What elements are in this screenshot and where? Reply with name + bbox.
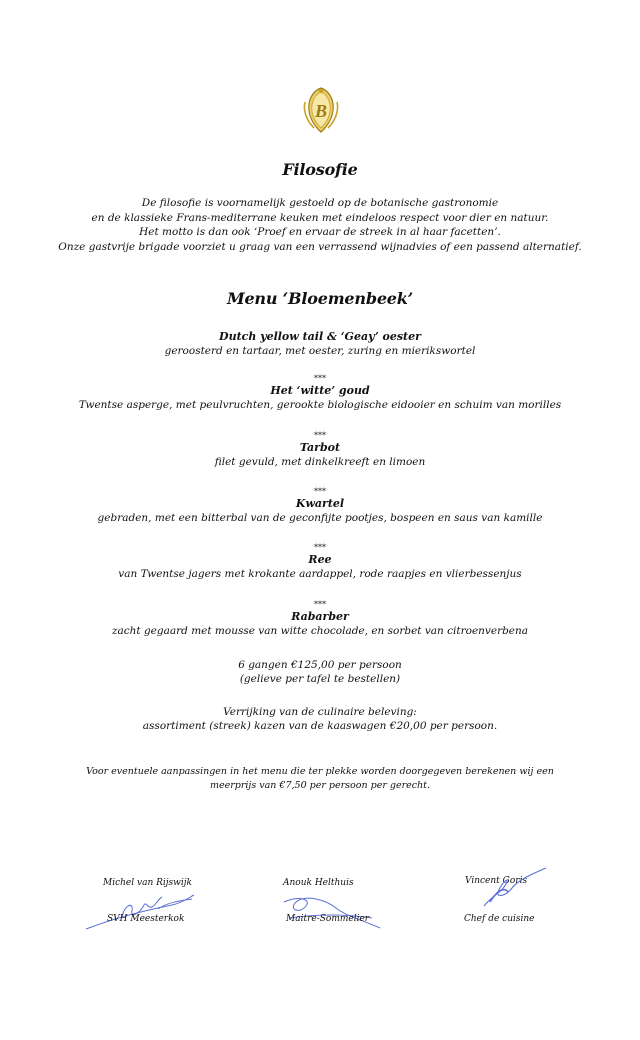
course [0, 431, 640, 469]
signature-role: Maitre-Sommelier [286, 914, 370, 924]
menu-title: Menu ‘Bloemenbeek’ [226, 289, 414, 308]
footnote-line: Voor eventuele aanpassingen in het menu die ter plekke worden doorgegeven berekenen wij een [86, 766, 554, 777]
philosophy-line: De filosofie is voornamelijk gestoeld op de botanische gastronomie [141, 197, 499, 209]
course-description: Twentse asperge, met peulvruchten, gerookte biologische eidooier en schuim van morilles [78, 399, 562, 411]
course [0, 600, 640, 638]
course-separator: *** [314, 600, 326, 609]
signature-role: Chef de cuisine [464, 914, 535, 924]
signature-name: Michel van Rijswijk [103, 878, 192, 888]
svg-text:B: B [314, 101, 328, 121]
signature-name: Anouk Helthuis [283, 878, 354, 888]
signature-icon [276, 888, 386, 933]
course-description: filet gevuld, met dinkelkreeft en limoen [214, 456, 426, 468]
course-separator: *** [314, 487, 326, 496]
price-line: 6 gangen €125,00 per persoon [238, 659, 402, 671]
course [0, 543, 640, 581]
course-name: Het ‘witte’ goud [270, 384, 370, 397]
course-separator: *** [314, 374, 326, 383]
cheese-line: assortiment (streek) kazen van de kaaswagen €20,00 per persoon. [142, 720, 498, 732]
signature-name: Vincent Goris [465, 876, 528, 886]
cheese-title: Verrijking van de culinaire beleving: [223, 706, 417, 718]
course-name: Kwartel [295, 497, 345, 510]
course-name: Dutch yellow tail & ‘Geay’ oester [219, 330, 421, 343]
crest-logo-icon [302, 86, 340, 136]
course-separator: *** [314, 431, 326, 440]
philosophy-line: en de klassieke Frans-mediterrane keuken met eindeloos respect voor dier en natuur. [91, 211, 549, 224]
course [0, 330, 640, 358]
philosophy-title: Filosofie [282, 160, 358, 179]
course-description: van Twentse jagers met krokante aardappel, rode raapjes en vlierbessenjus [118, 568, 522, 580]
signature-icon [462, 862, 552, 912]
course [0, 374, 640, 412]
philosophy-line: Onze gastvrije brigade voorziet u graag van een verrassend wijnadvies of een passend alternatief. [58, 240, 582, 253]
price-block [0, 658, 640, 686]
signature-role: SVH Meesterkok [107, 914, 185, 924]
signature-icon [82, 883, 202, 933]
course-separator: *** [314, 543, 326, 552]
course [0, 487, 640, 525]
course-description: gebraden, met een bitterbal van de geconfijte pootjes, bospeen en saus van kamille [97, 512, 543, 524]
price-note: (gelieve per tafel te bestellen) [239, 673, 401, 685]
philosophy-text [0, 196, 640, 254]
footnote-line: meerprijs van €7,50 per persoon per gerecht. [209, 780, 431, 791]
course-name: Tarbot [299, 441, 341, 454]
footnote [0, 765, 640, 793]
course-description: zacht gegaard met mousse van witte chocolade, en sorbet van citroenverbena [111, 625, 529, 637]
course-name: Rabarber [291, 610, 349, 623]
course-description: geroosterd en tartaar, met oester, zuring en mierikswortel [164, 345, 476, 357]
philosophy-line: Het motto is dan ook ‘Proef en ervaar de streek in al haar facetten’. [139, 226, 501, 238]
course-name: Ree [308, 553, 332, 566]
cheese-block [0, 705, 640, 733]
